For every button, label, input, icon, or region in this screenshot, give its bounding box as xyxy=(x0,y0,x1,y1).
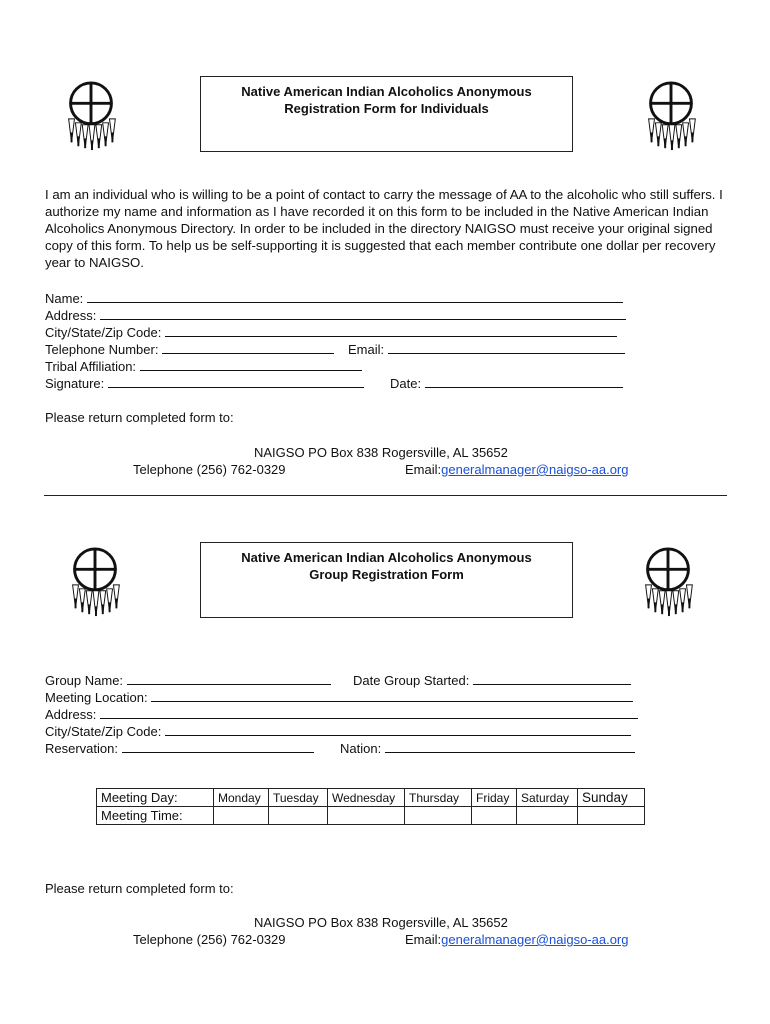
group-address-row xyxy=(45,705,638,722)
city-label: City/State/Zip Code: xyxy=(45,325,162,340)
individual-title-line1: Native American Indian Alcoholics Anonymous xyxy=(241,84,532,99)
day-friday: Friday xyxy=(472,789,517,807)
nation-label: Nation: xyxy=(340,741,382,756)
name-label: Name: xyxy=(45,291,84,306)
time-cell-tuesday[interactable] xyxy=(269,807,328,825)
tribal-row xyxy=(45,357,362,374)
tribal-field[interactable] xyxy=(140,357,362,371)
date-started-label: Date Group Started: xyxy=(353,673,470,688)
date-started-field[interactable] xyxy=(473,671,631,685)
phone-row xyxy=(45,340,334,357)
reservation-field[interactable] xyxy=(122,739,314,753)
group-email-label: Email: xyxy=(405,932,442,947)
name-row xyxy=(45,289,623,306)
phone-field[interactable] xyxy=(162,340,334,354)
name-field[interactable] xyxy=(87,289,623,303)
group-address-label: Address: xyxy=(45,707,97,722)
date-field[interactable] xyxy=(425,374,623,388)
nation-field[interactable] xyxy=(385,739,635,753)
group-city-row xyxy=(45,722,631,739)
day-wednesday: Wednesday xyxy=(328,789,405,807)
time-cell-thursday[interactable] xyxy=(405,807,472,825)
tribal-label: Tribal Affiliation: xyxy=(45,359,137,374)
date-label: Date: xyxy=(390,376,422,391)
address-label: Address: xyxy=(45,308,97,323)
address-field[interactable] xyxy=(100,306,626,320)
signature-label: Signature: xyxy=(45,376,105,391)
address-row xyxy=(45,306,626,323)
individual-return-text: Please return completed form to: xyxy=(45,410,234,425)
medicine-wheel-emblem-left xyxy=(63,80,119,152)
individual-email-link[interactable]: generalmanager@naigso-aa.org xyxy=(441,462,629,477)
time-cell-friday[interactable] xyxy=(472,807,517,825)
medicine-wheel-emblem-right xyxy=(643,80,699,152)
group-city-field[interactable] xyxy=(165,722,631,736)
meeting-location-row xyxy=(45,688,633,705)
day-tuesday: Tuesday xyxy=(269,789,328,807)
individual-email-label: Email: xyxy=(405,462,442,477)
meeting-day-row xyxy=(97,789,645,807)
signature-row xyxy=(45,374,364,391)
time-cell-sunday[interactable] xyxy=(578,807,645,825)
email-row xyxy=(348,340,625,357)
group-name-field[interactable] xyxy=(127,671,331,685)
phone-label: Telephone Number: xyxy=(45,342,159,357)
day-saturday: Saturday xyxy=(517,789,578,807)
reservation-label: Reservation: xyxy=(45,741,118,756)
reservation-row xyxy=(45,739,314,756)
date-started-row xyxy=(353,671,631,688)
email-field[interactable] xyxy=(388,340,625,354)
meeting-location-field[interactable] xyxy=(151,688,633,702)
individual-address-line: NAIGSO PO Box 838 Rogersville, AL 35652 xyxy=(254,445,508,460)
medicine-wheel-emblem-left xyxy=(67,546,123,618)
signature-field[interactable] xyxy=(108,374,364,388)
group-title-box xyxy=(200,542,573,618)
group-name-row xyxy=(45,671,331,688)
day-thursday: Thursday xyxy=(405,789,472,807)
time-cell-saturday[interactable] xyxy=(517,807,578,825)
group-title-line1: Native American Indian Alcoholics Anonymous xyxy=(241,550,532,565)
time-cell-monday[interactable] xyxy=(214,807,269,825)
date-row xyxy=(390,374,623,391)
group-city-label: City/State/Zip Code: xyxy=(45,724,162,739)
group-return-text: Please return completed form to: xyxy=(45,881,234,896)
day-monday: Monday xyxy=(214,789,269,807)
group-email-link[interactable]: generalmanager@naigso-aa.org xyxy=(441,932,629,947)
group-address-field[interactable] xyxy=(100,705,638,719)
section-divider xyxy=(44,495,727,496)
individual-intro: I am an individual who is willing to be a point of contact to carry the message of AA to the alcoholic who still suffers. I authorize my name and information as I have recorded it on this form to be included in the Native American Indian Alcoholics Anonymous Directory. In order to be included in the directory NAIGSO must receive your original signed copy of this form. To help us be self-supporting it is suggested that each member contribute one dollar per recovery year to NAIGSO. xyxy=(45,187,723,270)
nation-row xyxy=(340,739,635,756)
individual-email xyxy=(405,461,629,478)
time-cell-wednesday[interactable] xyxy=(328,807,405,825)
meeting-location-label: Meeting Location: xyxy=(45,690,148,705)
group-title-line2: Group Registration Form xyxy=(309,567,464,582)
meeting-day-label: Meeting Day: xyxy=(97,789,214,807)
individual-title-box xyxy=(200,76,573,152)
group-address-line: NAIGSO PO Box 838 Rogersville, AL 35652 xyxy=(254,915,508,930)
meeting-time-row xyxy=(97,807,645,825)
city-row xyxy=(45,323,617,340)
group-email xyxy=(405,931,629,948)
meeting-schedule-table xyxy=(96,788,645,825)
group-telephone: Telephone (256) 762-0329 xyxy=(133,932,286,947)
individual-telephone: Telephone (256) 762-0329 xyxy=(133,462,286,477)
group-name-label: Group Name: xyxy=(45,673,124,688)
city-field[interactable] xyxy=(165,323,617,337)
meeting-time-label: Meeting Time: xyxy=(97,807,214,825)
individual-title-line2: Registration Form for Individuals xyxy=(284,101,489,116)
day-sunday: Sunday xyxy=(578,789,645,807)
medicine-wheel-emblem-right xyxy=(640,546,696,618)
email-label: Email: xyxy=(348,342,385,357)
